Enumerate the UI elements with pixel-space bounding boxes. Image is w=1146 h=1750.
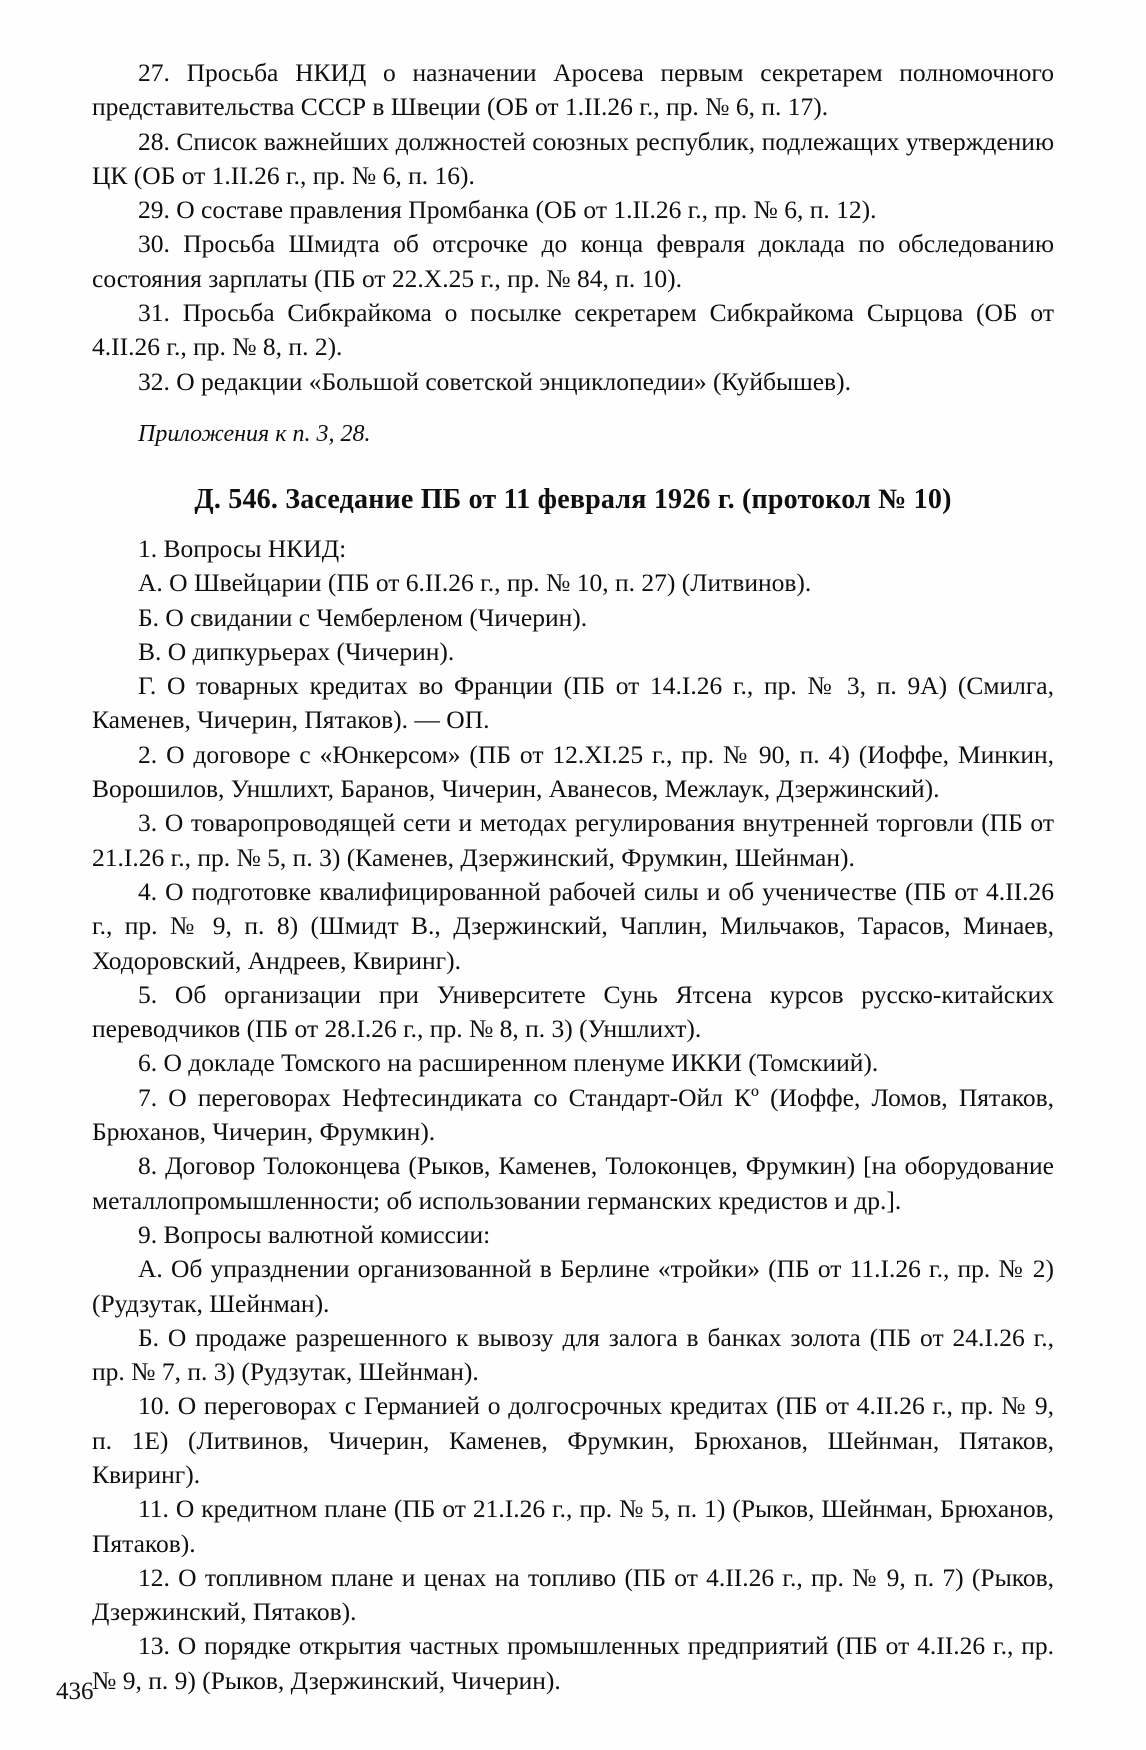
list-item: 30. Просьба Шмидта об отсрочке до конца февраля доклада по обследованию состояния зарплаты (ПБ от 22.X.25 г., пр. № 84, п. 10). [92,229,1054,293]
list-item: Б. О продаже разрешенного к вывозу для залога в банках золота (ПБ от 24.I.26 г., пр. № 7, п. 3) (Рудзутак, Шейнман). [92,1322,1054,1387]
body-entries-list [92,532,1054,1698]
list-item: 1. Вопросы НКИД: [138,533,347,563]
list-item: Г. О товарных кредитах во Франции (ПБ от 14.I.26 г., пр. № 3, п. 9А) (Смилга, Каменев, Чичерин, Пятаков). — ОП. [92,671,1054,735]
list-item: 9. Вопросы валютной комиссии: [138,1219,491,1249]
list-item: 10. О переговорах с Германией о долгосрочных кредитах (ПБ от 4.II.26 г., пр. № 9, п. 1Е) (Литвинов, Чичерин, Каменев, Фрумкин, Брюханов, Шейнман, Пятаков, Квиринг). [92,1391,1054,1489]
list-item: 12. О топливном плане и ценах на топливо (ПБ от 4.II.26 г., пр. № 9, п. 7) (Рыков, Дзержинский, Пятаков). [92,1562,1054,1627]
section-heading: Д. 546. Заседание ПБ от 11 февраля 1926 г. (протокол № 10) [194,483,952,515]
list-item: 8. Договор Толоконцева (Рыков, Каменев, Толоконцев, Фрумкин) [на оборудование металлопромышленности; об использовании германских кредистов и др.]. [92,1151,1054,1215]
list-item: 29. О составе правления Промбанка (ОБ от 1.II.26 г., пр. № 6, п. 12). [138,195,877,225]
list-item: 31. Просьба Сибкрайкома о посылке секретарем Сибкрайкома Сырцова (ОБ от 4.II.26 г., пр. № 8, п. 2). [92,298,1054,362]
list-item: 7. О переговорах Нефтесиндиката со Стандарт-Ойл Кº (Иоффе, Ломов, Пятаков, Брюханов, Чичерин, Фрумкин). [92,1082,1054,1147]
list-item: 11. О кредитном плане (ПБ от 21.I.26 г., пр. № 5, п. 1) (Рыков, Шейнман, Брюханов, Пятаков). [92,1494,1054,1558]
page-number: 436 [56,1678,94,1705]
list-item: 28. Список важнейших должностей союзных республик, подлежащих утверждению ЦК (ОБ от 1.II.26 г., пр. № 6, п. 16). [92,126,1054,190]
list-item: 5. Об организации при Университете Сунь Ятсена курсов русско-китайских переводчиков (ПБ от 28.I.26 г., пр. № 8, п. 3) (Уншлихт). [92,979,1054,1044]
top-entries-list [92,56,1054,399]
list-item: 2. О договоре с «Юнкерсом» (ПБ от 12.XI.25 г., пр. № 90, п. 4) (Иоффе, Минкин, Ворошилов, Уншлихт, Баранов, Чичерин, Аванесов, Межлаук, Дзержинский). [92,739,1054,804]
list-item: Б. О свидании с Чемберленом (Чичерин). [138,602,588,632]
list-item: 3. О товаропроводящей сети и методах регулирования внутренней торговли (ПБ от 21.I.26 г., пр. № 5, п. 3) (Каменев, Дзержинский, Фрумкин, Шейнман). [92,808,1054,872]
list-item: В. О дипкурьерах (Чичерин). [138,636,455,666]
list-item: А. Об упразднении организованной в Берлине «тройки» (ПБ от 11.I.26 г., пр. № 2) (Рудзутак, Шейнман). [92,1254,1054,1318]
list-item: 32. О редакции «Большой советской энциклопедии» (Куйбышев). [138,366,851,396]
list-item: А. О Швейцарии (ПБ от 6.II.26 г., пр. № 10, п. 27) (Литвинов). [138,568,812,598]
list-item: 13. О порядке открытия частных промышленных предприятий (ПБ от 4.II.26 г., пр. № 9, п. 9) (Рыков, Дзержинский, Чичерин). [92,1631,1054,1695]
list-item: 27. Просьба НКИД о назначении Аросева первым секретарем полномочного представительства СССР в Швеции (ОБ от 1.II.26 г., пр. № 6, п. 17). [92,58,1054,122]
list-item: 6. О докладе Томского на расширенном пленуме ИККИ (Томскиий). [138,1048,879,1078]
list-item: 4. О подготовке квалифицированной рабочей силы и об ученичестве (ПБ от 4.II.26 г., пр. № 9, п. 8) (Шмидт В., Дзержинский, Чаплин, Мильчаков, Тарасов, Минаев, Ходоровский, Андреев, Квиринг). [92,876,1054,975]
appendix-note: Приложения к п. 3, 28. [138,420,371,447]
